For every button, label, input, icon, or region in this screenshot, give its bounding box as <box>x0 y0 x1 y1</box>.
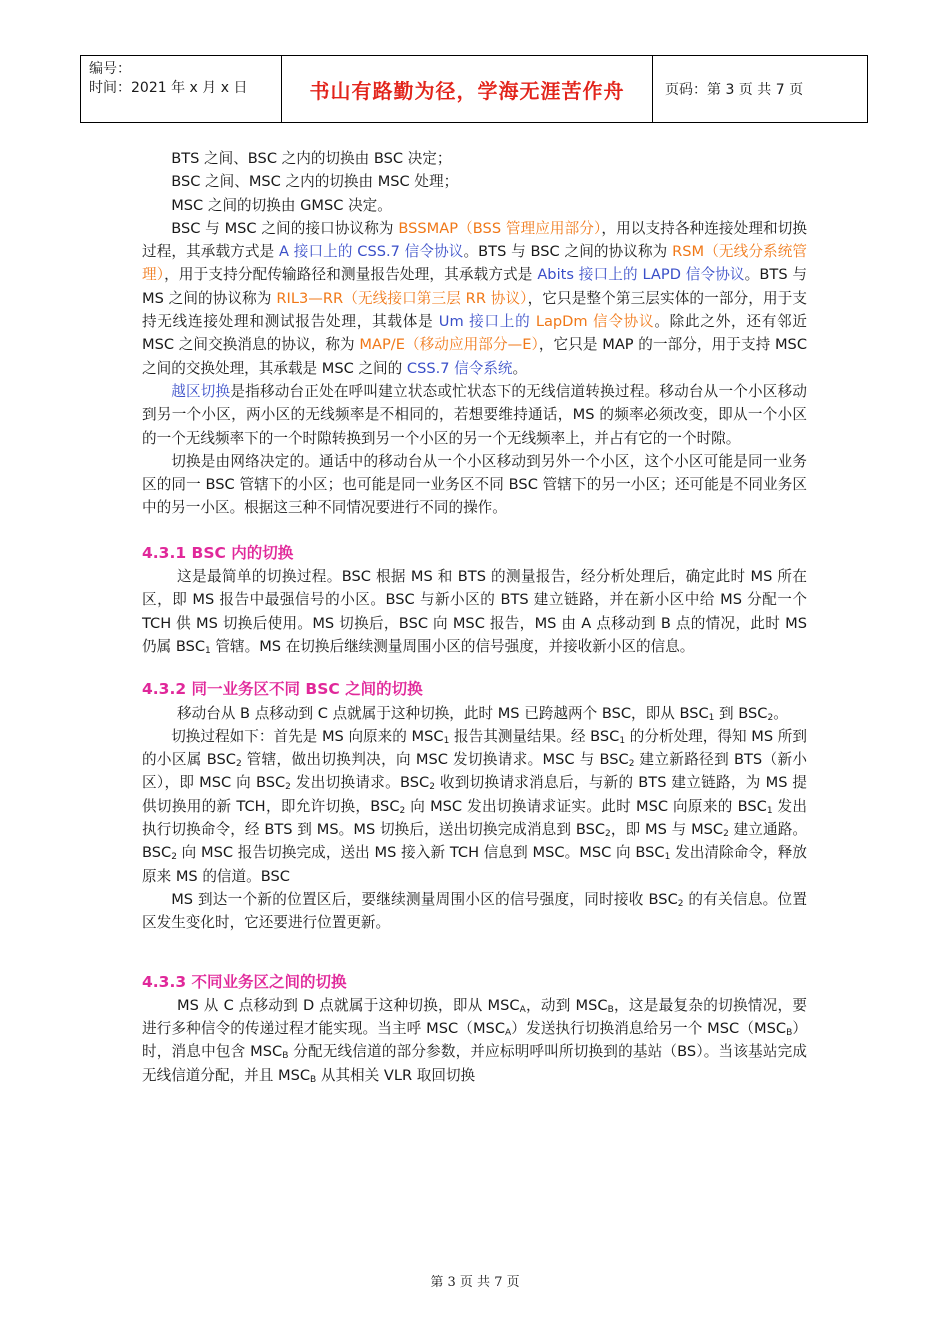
header-meta <box>81 56 282 122</box>
paragraph-inter-msc: MS 从 C 点移动到 D 点就属于这种切换，即从 $MSC_A$，动到 $MSC_B$，这是最复杂的切换情况，要进行多种信令的传递过程才能实现。当主呼 $MSC(MSC_A)$发送执行切换消息给另一个 $MSC(MSC_B)$时，消息中包含 $MSC_B$ 分配无线信道的部分参数，并应标明呼叫所切换到的基站（BS）。当该基站完成无线信道分配，并且 $MSC_B$ 从其相关 VLR 取回切换 <box>142 996 807 1085</box>
paragraph-line-1: BTS 之间、BSC 之内的切换由 BSC 决定； <box>171 150 452 167</box>
term-rsm: RSM（无线分系统管理） <box>142 243 808 284</box>
date-line: 时间：2021 年 x 月 x 日 <box>89 80 248 96</box>
paragraph-line-2: BSC 之间、MSC 之内的切换由 MSC 处理； <box>171 173 459 191</box>
term-handover: 越区切换 <box>171 382 231 400</box>
page-footer: 第 3 页 共 7 页 <box>430 1275 520 1290</box>
term-a-interface: A 接口上的 CSS.7 信令协议 <box>279 243 464 261</box>
paragraph-location-update: MS 到达一个新的位置区后，要继续测量周围小区的信号强度，同时接收 $BSC_2$ 的有关信息。位置区发生变化时，它还要进行位置更新。 <box>142 890 807 932</box>
term-bssmap: BSSMAP（BSS 管理应用部分） <box>398 219 602 237</box>
paragraph-line-3: MSC 之间的切换由 GMSC 决定。 <box>171 196 392 214</box>
paragraph-inter-bsc-process: 切换过程如下：首先是 MS 向原来的 $MSC_1$ 报告其测量结果。经 $BSC_1$ 的分析处理，得知 MS 所到的小区属 $BSC_2$ 管辖，做出切换判决，向 MSC 发切换请求。MSC 与 $BSC_2$ 建立新路径到 BTS（新小区），即 MSC 向 $BSC_2$ 发出切换请求。$BSC_2$ 收到切换请求消息后，与新的 BTS 建立链路，为 MS 提供切换用的新 TCH，即允许切换，$BSC_2$ 向 MSC 发出切换请求证实。此时 MSC 向原来的 $BSC_1$ 发出执行切换命令，经 BTS 到 MS。MS 切换后，送出切换完成消息到 $BSC_2$，即 MS 与 $MSC_2$ 建立通路。$BSC_2$ 向 MSC 报告切换完成，送出 MS 接入新 TCH 信息到 MSC。MSC 向 $BSC_1$ 发出清除命令，释放原来 MS 的信道。BSC <box>142 727 808 885</box>
paragraph-inter-bsc-intro: 移动台从 B 点移动到 C 点就属于这种切换，此时 MS 已跨越两个 BSC，即从 $BSC_1$ 到 $BSC_2$。 <box>177 704 788 723</box>
term-ril3: RIL3—RR（无线接口第三层 RR 协议） <box>276 289 528 307</box>
term-map-e: MAP/E（移动应用部分—E） <box>359 336 539 354</box>
section-heading-4-3-2: 4.3.2 同一业务区不同 BSC 之间的切换 <box>142 680 423 699</box>
paragraph-protocols: BSC 与 MSC 之间的接口协议称为 BSSMAP（BSS 管理应用部分），用以支持各种连接处理和切换过程，其承载方式是 A 接口上的 CSS.7 信令协议。BTS 与 BSC 之间的协议称为 RSM（无线分系统管理），用于支持分配传输路径和测量报告处理，其承载方式是 Abits 接口上的 LAPD 信令协议。BTS 与 MS 之间的协议称为 RIL3—RR（无线接口第三层 RR 协议），它只是整个第三层实体的一部分，用于支持无线连接处理和测试报告处理，其载体是 Um 接口上的 LapDm 信令协议。除此之外，还有邻近 MSC 之间交换消息的协议，称为 MAP/E（移动应用部分—E），它只是 MAP 的一部分，用于支持 MSC 之间的交换处理，其承载是 MSC 之间的 CSS.7 信令系统。 <box>142 219 808 377</box>
paragraph-handover-network: 切换是由网络决定的。通话中的移动台从一个小区移动到另外一个小区，这个小区可能是同一业务区的同一 BSC 管辖下的小区；也可能是同一业务区不同 BSC 管辖下的另一小区；还可能是不同业务区中的另一小区。根据这三种不同情况要进行不同的操作。 <box>142 452 807 517</box>
term-lapdm: LapDm 信令协议 <box>535 313 655 331</box>
header-table <box>80 55 868 123</box>
paragraph-intra-bsc: 这是最简单的切换过程。BSC 根据 MS 和 BTS 的测量报告，经分析处理后，确定此时 MS 所在区，即 MS 报告中最强信号的小区。BSC 与新小区的 BTS 建立链路，并在新小区中给 MS 分配一个 TCH 供 MS 切换后使用。MS 切换后，BSC 向 MSC 报告，MS 由 A 点移动到 B 点的情况，此时 MS 仍属 $BSC_1$ 管辖。MS 在切换后继续测量周围小区的信号强度，并接收新小区的信息。 <box>142 568 807 656</box>
term-abits: Abits 接口上的 LAPD 信令协议 <box>537 266 745 284</box>
section-heading-4-3-1: 4.3.1 BSC 内的切换 <box>142 543 294 562</box>
term-css7: CSS.7 信令系统 <box>406 359 513 377</box>
paragraph-handover-definition: 越区切换是指移动台正处在呼叫建立状态或忙状态下的无线信道转换过程。移动台从一个小区移动到另一个小区，两小区的无线频率是不相同的，若想要维持通话，MS 的频率必须改变，即从一个小区的一个无线频率下的一个时隙转换到另一个小区的另一个无线频率上，并占有它的一个时隙。 <box>142 382 807 447</box>
header-page-info: 页码：第 3 页 共 7 页 <box>665 82 804 98</box>
term-um: Um 接口上的 <box>438 313 536 331</box>
section-heading-4-3-3: 4.3.3 不同业务区之间的切换 <box>142 972 347 991</box>
document-body <box>142 147 807 1087</box>
number-label: 编号： <box>89 61 131 77</box>
header-motto: 书山有路勤为径，学海无涯苦作舟 <box>282 56 653 122</box>
